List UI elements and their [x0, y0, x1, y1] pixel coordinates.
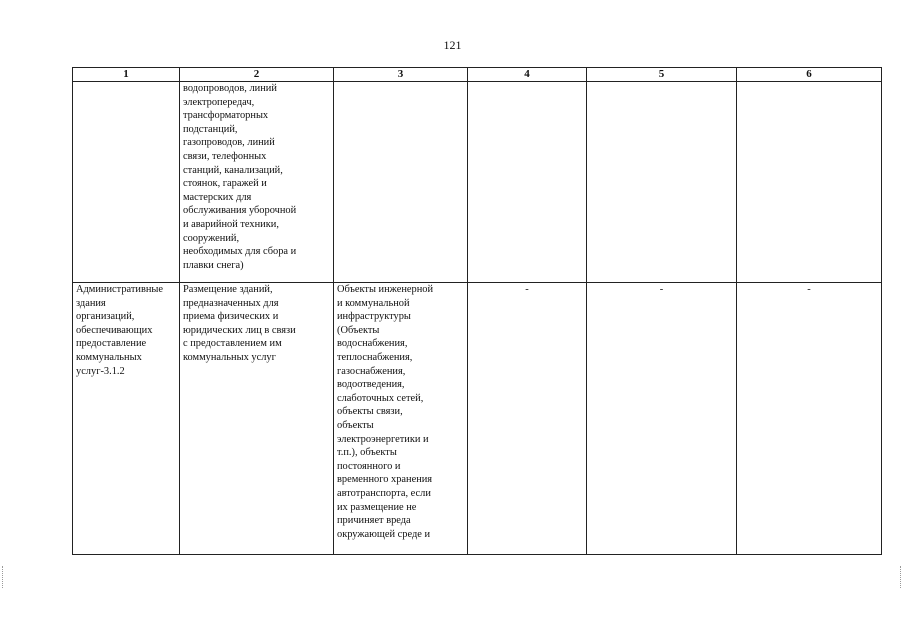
row2-col3-line: водоснабжения, [337, 338, 408, 350]
row2-col3-line: окружающей среде и [337, 528, 431, 540]
row2-col3-cell [334, 283, 468, 555]
header-col-3: 3 [334, 68, 468, 82]
header-col-2: 2 [180, 68, 334, 82]
row1-col2-line: связи, телефонных [183, 150, 267, 162]
row2-col3-line: газоснабжения, [337, 365, 406, 377]
row2-col1-line: обеспечивающих [76, 324, 153, 336]
row1-col6-cell [737, 82, 882, 283]
row1-col2-line: станций, канализаций, [183, 164, 283, 176]
row2-col3-line: и коммунальной [337, 297, 410, 309]
row1-col2-line: электропередач, [183, 96, 255, 108]
row1-col2-line: водопроводов, линий [183, 83, 277, 94]
row1-col1-cell [73, 82, 180, 283]
scan-edge-mark-left [2, 566, 5, 588]
row2-col3-line: водоотведения, [337, 379, 405, 391]
row2-col3-line: слаботочных сетей, [337, 392, 424, 404]
row2-col3-line: объекты [337, 419, 374, 431]
row2-col2-line: коммунальных услуг [183, 351, 276, 363]
row1-col5-cell [587, 82, 737, 283]
row1-col2-cell [180, 82, 334, 283]
row2-col3-line: теплоснабжения, [337, 351, 413, 363]
row1-col2-line: необходимых для сбора и [183, 246, 297, 258]
row1-col2-line: сооружений, [183, 232, 240, 244]
row1-col2-line: и аварийной техники, [183, 218, 279, 230]
row1-col2-line: мастерских для [183, 191, 252, 203]
row2-col3-line: т.п.), объекты [337, 447, 397, 459]
row1-col2-line: трансформаторных [183, 110, 269, 122]
header-col-6: 6 [737, 68, 882, 82]
row2-col3-line: их размещение не [337, 501, 417, 513]
header-col-4: 4 [468, 68, 587, 82]
row2-col2-line: Размещение зданий, [183, 284, 273, 295]
row2-col2-line: предназначенных для [183, 297, 279, 309]
row2-col1-line: здания [76, 297, 106, 309]
row1-col2-line: плавки снега) [183, 259, 244, 271]
row2-col3-line: автотранспорта, если [337, 487, 431, 499]
header-col-5: 5 [587, 68, 737, 82]
row2-col3-line: постоянного и [337, 460, 401, 472]
row1-col4-cell [468, 82, 587, 283]
row2-col3-line: временного хранения [337, 474, 433, 486]
row2-col2-line: приема физических и [183, 311, 279, 323]
row2-col1-line: организаций, [76, 311, 135, 323]
header-col-1: 1 [73, 68, 180, 82]
page-number: 121 [443, 38, 462, 52]
row2-col3-line: инфраструктуры [337, 311, 411, 323]
row2-col2-cell [180, 283, 334, 555]
row2-col6-cell: - [737, 283, 882, 555]
row2-col2-line: с предоставлением им [183, 338, 282, 350]
header-row [73, 68, 882, 82]
row2-col1-line: предоставление [76, 338, 147, 350]
row2-col3-line: (Объекты [337, 324, 380, 336]
row1-col2-line: газопроводов, линий [183, 137, 275, 149]
row1-col2-line: обслуживания уборочной [183, 205, 297, 217]
row2-col5-cell: - [587, 283, 737, 555]
row2-col3-line: причиняет вреда [337, 515, 411, 527]
row1-col3-cell [334, 82, 468, 283]
row2-col3-line: Объекты инженерной [337, 284, 434, 295]
row1-col2-line: стоянок, гаражей и [183, 178, 267, 190]
row2-col1-cell [73, 283, 180, 555]
table-row [73, 283, 882, 555]
row2-col4-cell: - [468, 283, 587, 555]
table-row [73, 82, 882, 283]
scan-edge-mark-right [900, 566, 903, 588]
row2-col1-line: услуг-3.1.2 [76, 365, 125, 377]
row2-col3-line: электроэнергетики и [337, 433, 429, 445]
row2-col1-line: коммунальных [76, 351, 142, 363]
row1-col2-line: подстанций, [183, 123, 238, 135]
document-table [72, 67, 882, 555]
row2-col3-line: объекты связи, [337, 406, 403, 418]
row2-col1-line: Административные [76, 284, 164, 295]
row2-col2-line: юридических лиц в связи [183, 324, 296, 336]
